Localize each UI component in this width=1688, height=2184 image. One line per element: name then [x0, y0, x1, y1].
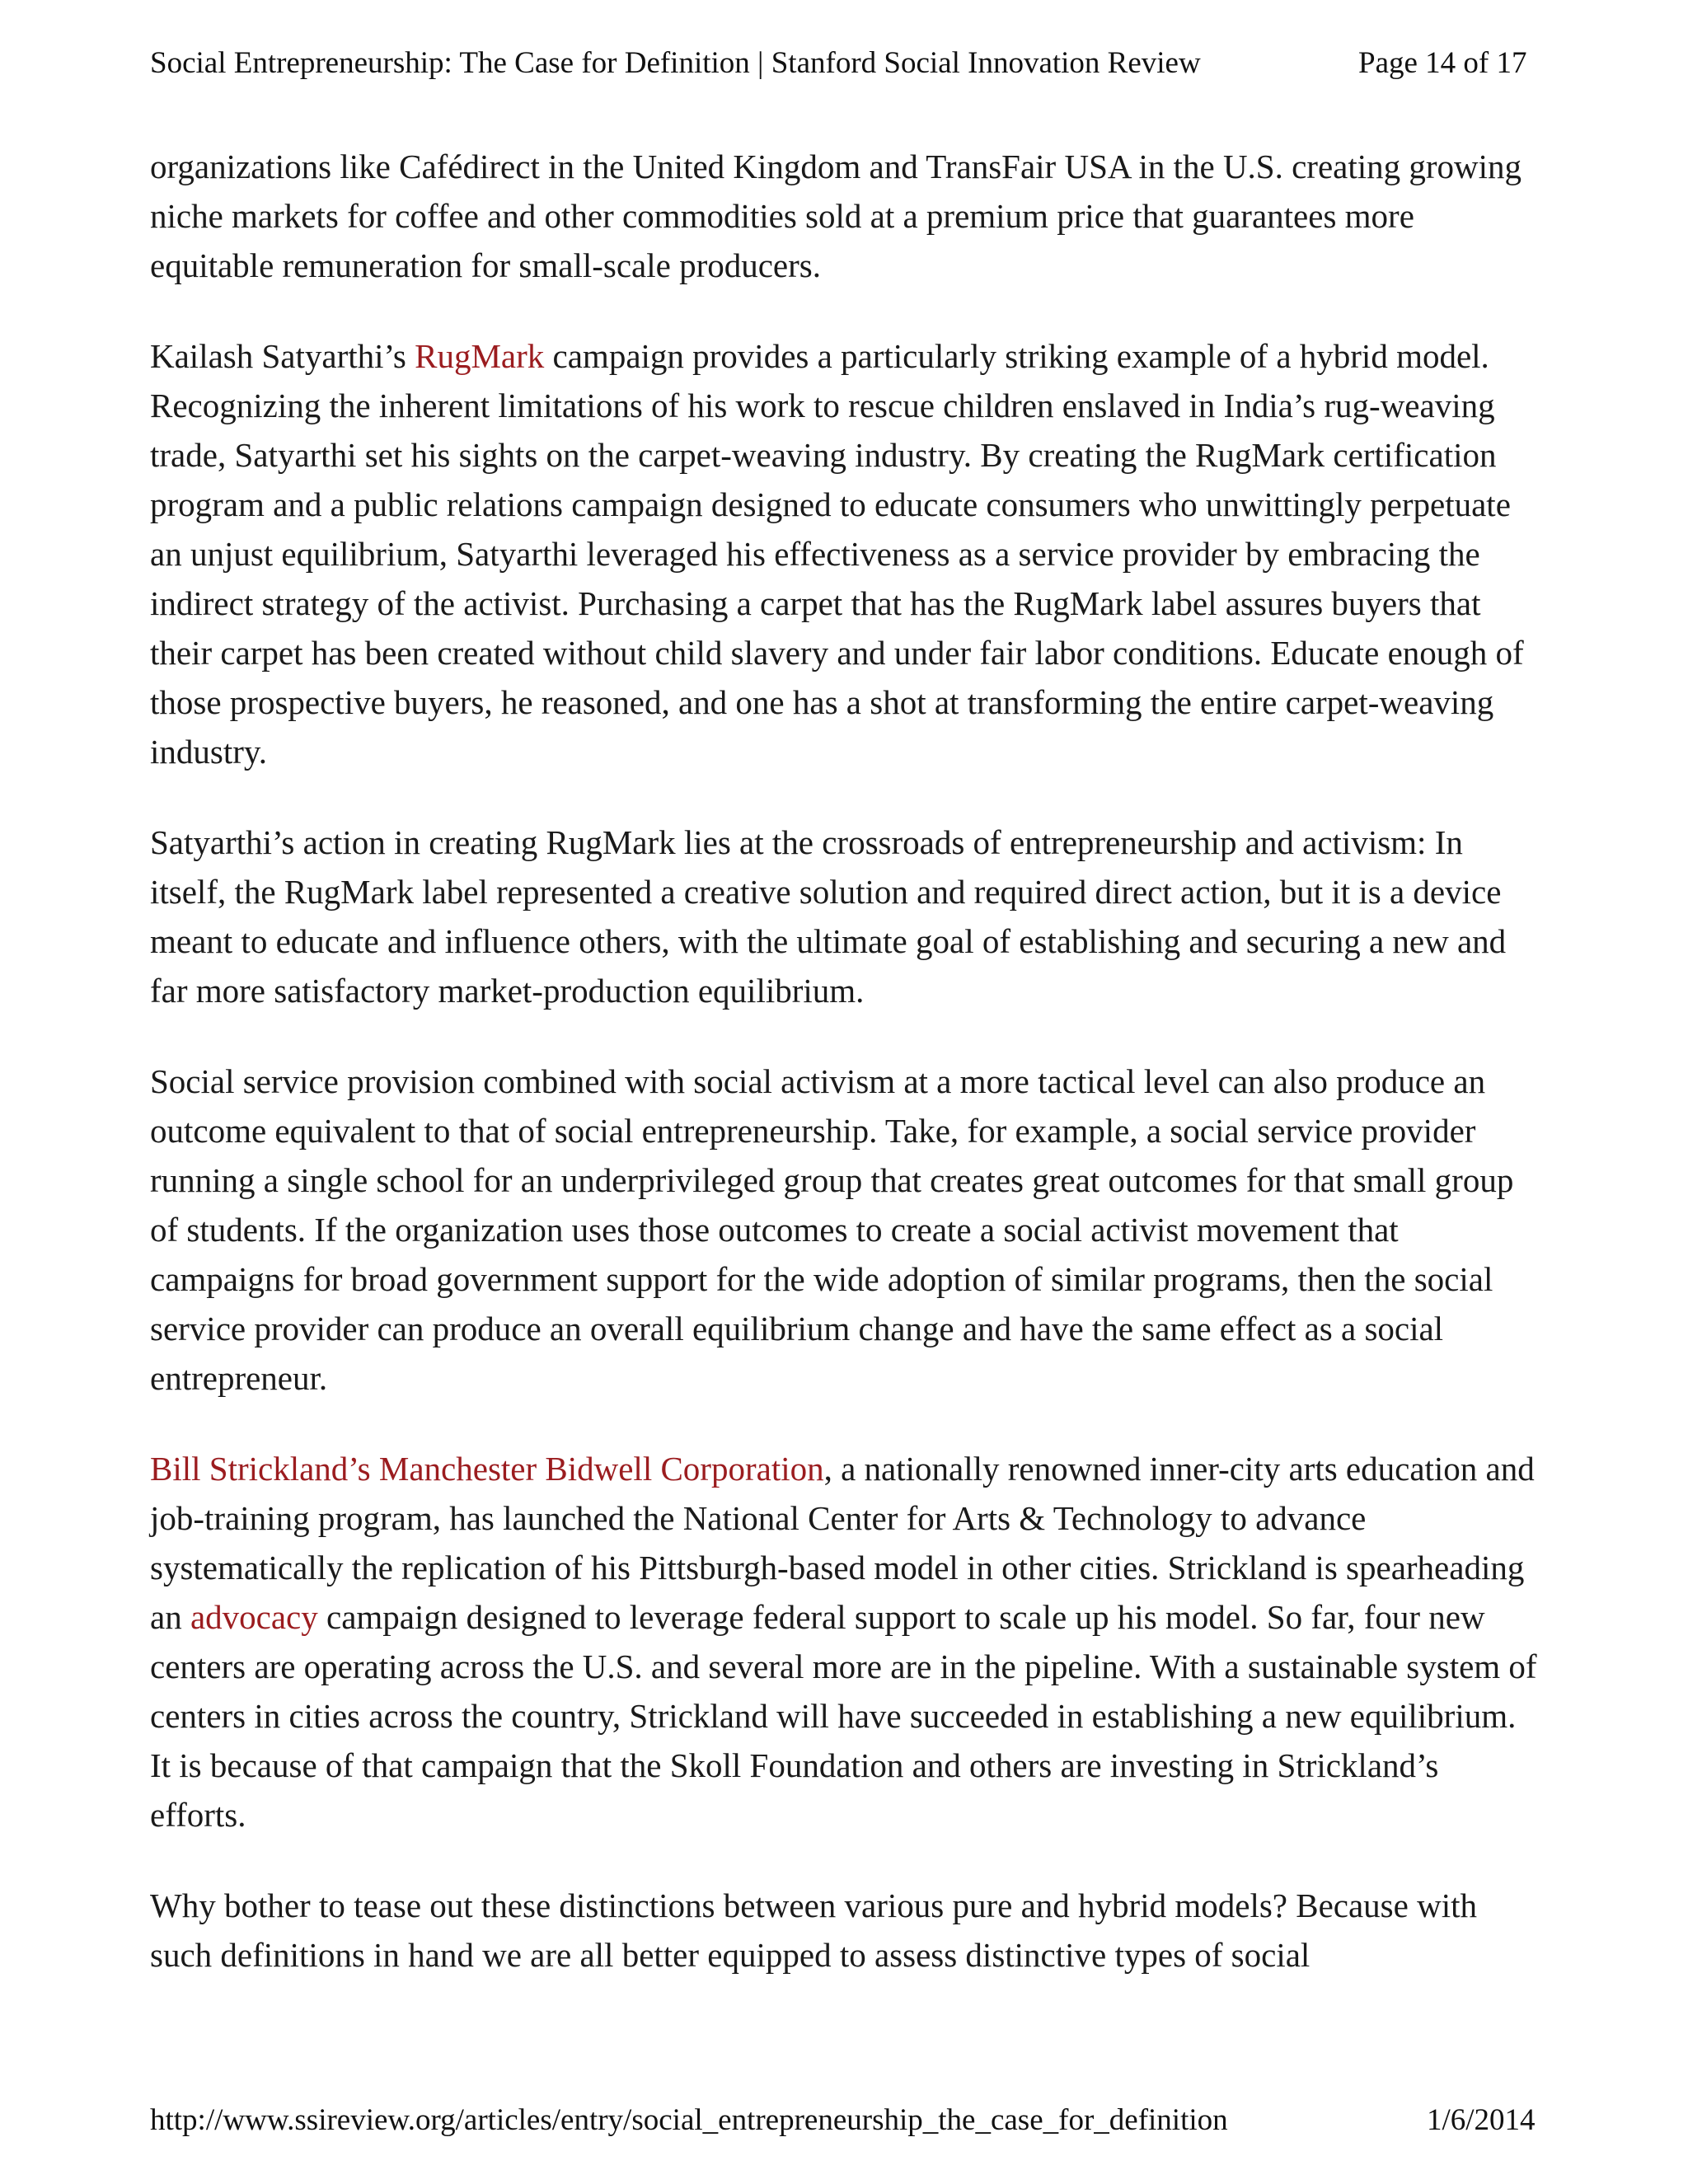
footer-date: 1/6/2014 — [1427, 2103, 1536, 2137]
page-footer — [150, 2100, 1543, 2141]
paragraph-1 — [150, 142, 1543, 290]
rugmark-link[interactable]: RugMark — [415, 337, 545, 375]
paragraph-2-text: campaign provides a particularly striking example of a hybrid model. Recognizing the inherent limitations of his work to rescue children enslaved in India’s rug-weaving trade, Satyarthi set his sights on the carpet-weaving industry. By creating the RugMark certification program and a public relations campaign designed to educate consumers who unwittingly perpetuate an unjust equilibrium, Satyarthi leveraged his effectiveness as a service provider by embracing the indirect strategy of the activist. Purchasing a carpet that has the RugMark label assures buyers that their carpet has been created without child slavery and under fair labor conditions. Educate enough of those prospective buyers, he reasoned, and one has a shot at transforming the entire carpet-weaving industry. — [150, 337, 1524, 771]
page-header — [150, 43, 1543, 84]
paragraph-6-text: Why bother to tease out these distinctions between various pure and hybrid models? Because with such definitions in hand we are all better equipped to assess distinctive types of social — [150, 1886, 1477, 1974]
footer-url: http://www.ssireview.org/articles/entry/social_entrepreneurship_the_case_for_definition — [150, 2103, 1228, 2137]
paragraph-5 — [150, 1444, 1543, 1840]
manchester-bidwell-link[interactable]: Bill Strickland’s Manchester Bidwell Corporation — [150, 1450, 824, 1488]
advocacy-link[interactable]: advocacy — [190, 1598, 318, 1636]
paragraph-4-text: Social service provision combined with social activism at a more tactical level can also produce an outcome equivalent to that of social entrepreneurship. Take, for example, a social service provider running a single school for an underprivileged group that creates great outcomes for that small group of students. If the organization uses those outcomes to create a social activist movement that campaigns for broad government support for the wide adoption of similar programs, then the social service provider can produce an overall equilibrium change and have the same effect as a social entrepreneur. — [150, 1062, 1514, 1397]
paragraph-6 — [150, 1881, 1543, 1980]
header-title: Social Entrepreneurship: The Case for Definition | Stanford Social Innovation Review — [150, 46, 1201, 80]
paragraph-5-text-a: , a nationally renowned inner-city arts education and job-training program, has launched the National Center for Arts & Technology to advance systematically the replication of his Pittsburgh-based model in other cities. Strickland is spearheading an — [150, 1450, 1535, 1636]
article-body — [150, 142, 1543, 2021]
paragraph-4 — [150, 1057, 1543, 1403]
paragraph-2-lead: Kailash Satyarthi’s — [150, 337, 415, 375]
paragraph-3 — [150, 818, 1543, 1015]
paragraph-1-text: organizations like Cafédirect in the United Kingdom and TransFair USA in the U.S. creating growing niche markets for coffee and other commodities sold at a premium price that guarantees more equitable remuneration for small-scale producers. — [150, 148, 1522, 284]
paragraph-2 — [150, 331, 1543, 776]
header-page-number: Page 14 of 17 — [1358, 46, 1527, 80]
paragraph-3-text: Satyarthi’s action in creating RugMark lies at the crossroads of entrepreneurship and activism: In itself, the RugMark label represented a creative solution and required direct action, but it is a device meant to educate and influence others, with the ultimate goal of establishing and securing a new and far more satisfactory market-production equilibrium. — [150, 823, 1507, 1010]
paragraph-5-text-b: campaign designed to leverage federal support to scale up his model. So far, four new centers are operating across the U.S. and several more are in the pipeline. With a sustainable system of centers in cities across the country, Strickland will have succeeded in establishing a new equilibrium. It is because of that campaign that the Skoll Foundation and others are investing in Strickland’s efforts. — [150, 1598, 1537, 1834]
